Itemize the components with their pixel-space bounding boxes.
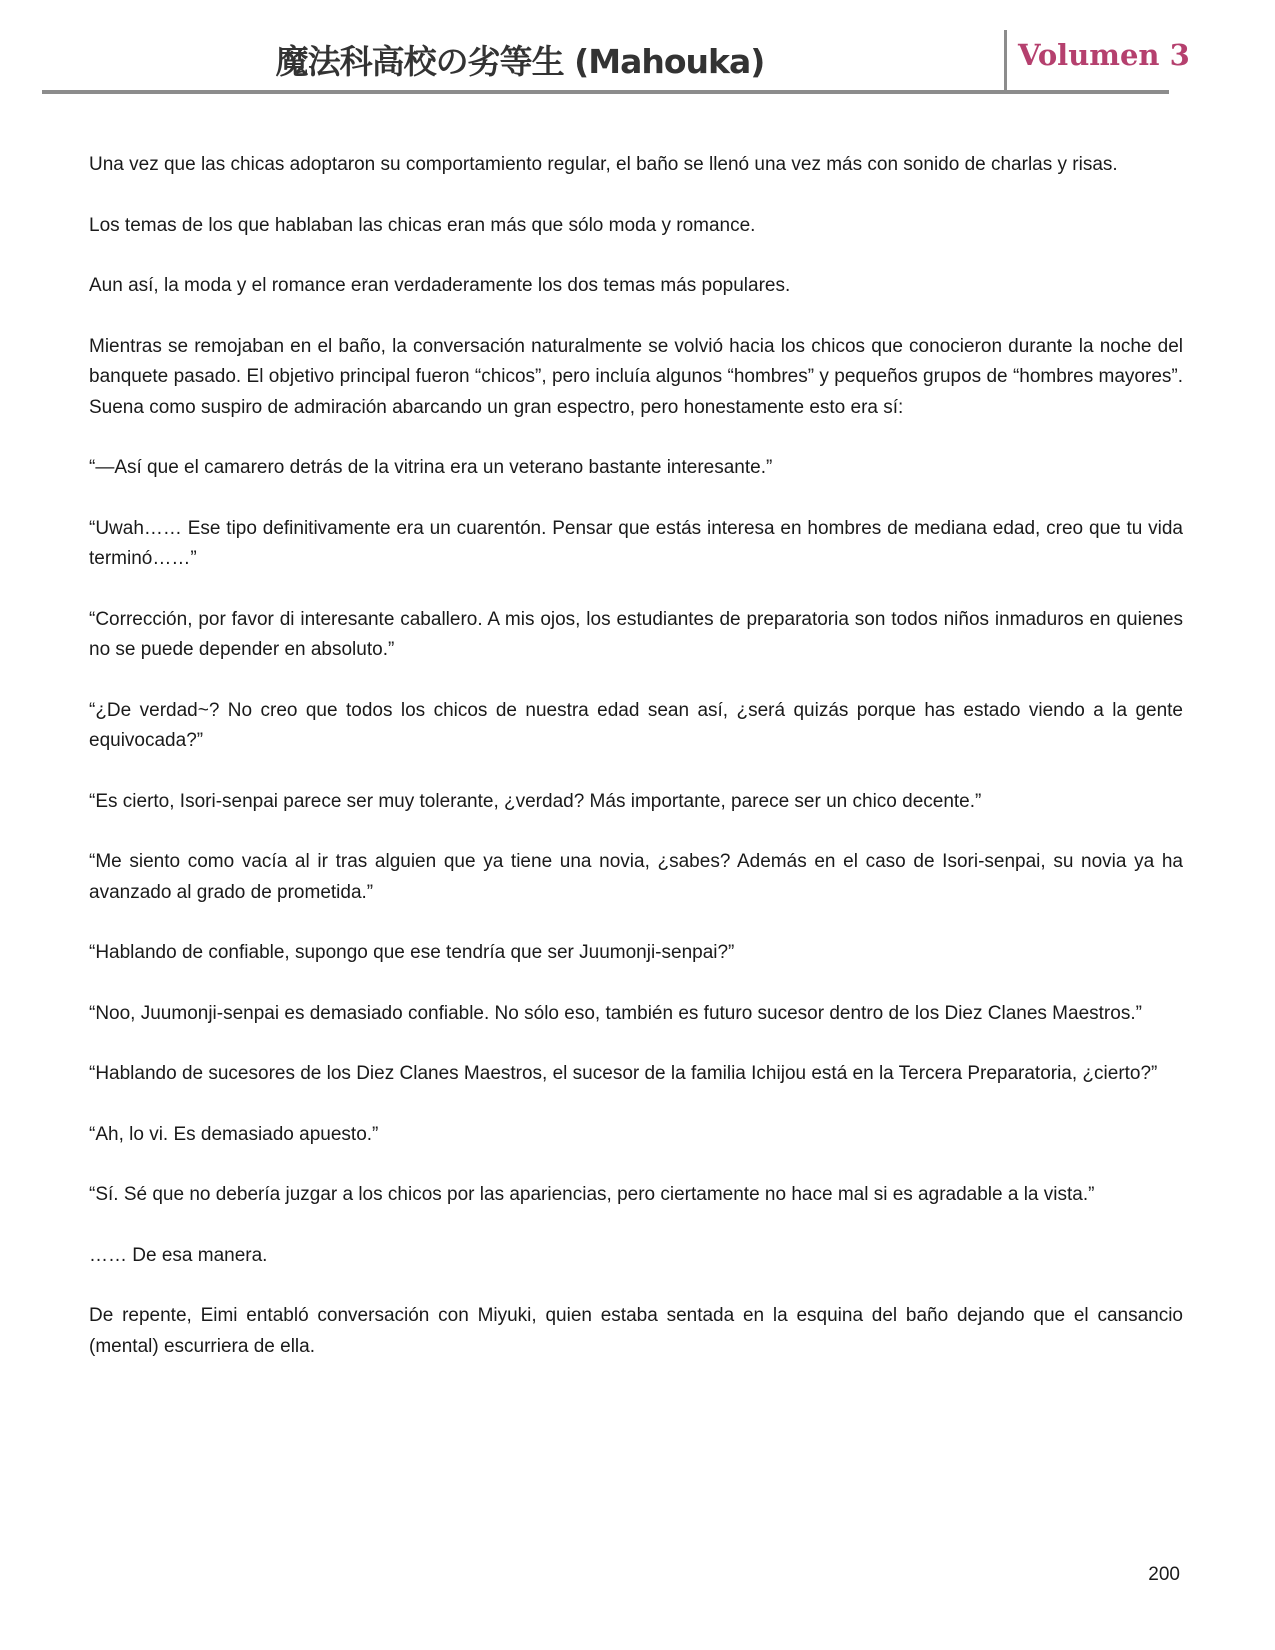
paragraph: Aun así, la moda y el romance eran verdaderamente los dos temas más populares. [89, 275, 791, 296]
paragraph: “—Así que el camarero detrás de la vitrina era un veterano bastante interesante.” [89, 457, 773, 478]
paragraph: …… De esa manera. [89, 1244, 268, 1266]
paragraph: “Hablando de sucesores de los Diez Clanes Maestros, el sucesor de la familia Ichijou está en la Tercera Preparatoria, ¿cierto?” [89, 1063, 1158, 1084]
page-number: 200 [1148, 1564, 1180, 1585]
paragraph: “Me siento como vacía al ir tras alguien que ya tiene una novia, ¿sabes? Además en el caso de Isori-senpai, su novia ya ha avanzado al grado de prometida.” [89, 851, 1183, 903]
header-title: 魔法科高校の劣等生 (Mahouka) [275, 42, 765, 81]
paragraph: “Uwah…… Ese tipo definitivamente era un cuarentón. Pensar que estás interesa en hombres de mediana edad, creo que tu vida terminó……” [89, 517, 1183, 569]
paragraph: “Noo, Juumonji-senpai es demasiado confiable. No sólo eso, también es futuro sucesor dentro de los Diez Clanes Maestros.” [89, 1002, 1142, 1024]
paragraph: “Ah, lo vi. Es demasiado apuesto.” [89, 1123, 379, 1145]
paragraph: Los temas de los que hablaban las chicas eran más que sólo moda y romance. [89, 214, 756, 236]
header-volume: Volumen 3 [1018, 38, 1190, 72]
paragraph: Una vez que las chicas adoptaron su comportamiento regular, el baño se llenó una vez más con sonido de charlas y risas. [89, 154, 1118, 175]
paragraph: “Hablando de confiable, supongo que ese tendría que ser Juumonji-senpai?” [89, 942, 735, 963]
header-divider [1004, 30, 1007, 92]
paragraph: “Sí. Sé que no debería juzgar a los chicos por las apariencias, pero ciertamente no hace mal si es agradable a la vista.” [89, 1184, 1095, 1205]
paragraph: Mientras se remojaban en el baño, la conversación naturalmente se volvió hacia los chicos que conocieron durante la noche del banquete pasado. El objetivo principal fueron “chicos”, pero incluía algunos “hombres” y pequeños grupos de “hombres mayores”. Suena como suspiro de admiración abarcando un gran espectro, pero honestamente esto era sí: [89, 335, 1183, 418]
paragraph: “Corrección, por favor di interesante caballero. A mis ojos, los estudiantes de preparatoria son todos niños inmaduros en quienes no se puede depender en absoluto.” [89, 608, 1183, 660]
paragraph: De repente, Eimi entabló conversación con Miyuki, quien estaba sentada en la esquina del baño dejando que el cansancio (mental) escurriera de ella. [89, 1305, 1183, 1357]
paragraph: “Es cierto, Isori-senpai parece ser muy tolerante, ¿verdad? Más importante, parece ser un chico decente.” [89, 790, 982, 812]
header-rule [42, 90, 1169, 94]
paragraph: “¿De verdad~? No creo que todos los chicos de nuestra edad sean así, ¿será quizás porque has estado viendo a la gente equivocada?” [89, 699, 1183, 751]
body-text [89, 150, 1183, 1392]
